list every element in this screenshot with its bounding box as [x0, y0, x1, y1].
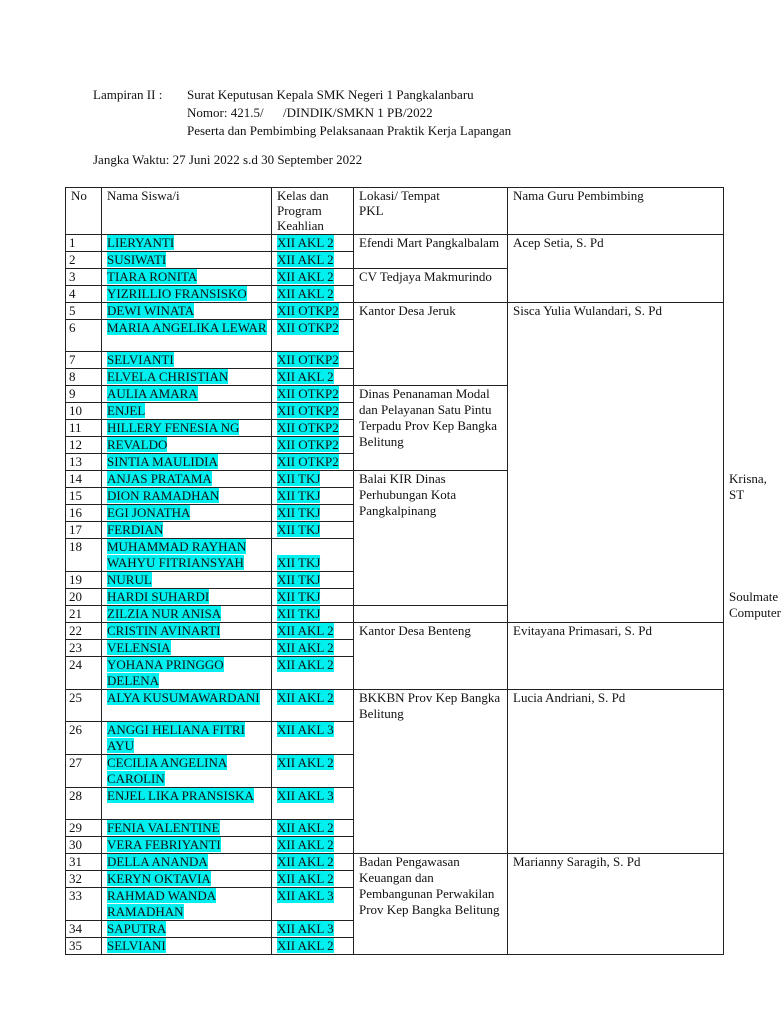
student-class: XII AKL 2 [277, 286, 334, 301]
student-class: XII TKJ [277, 555, 321, 570]
student-name: YOHANA PRINGGO DELENA [107, 657, 224, 688]
jangka-waktu: Jangka Waktu: 27 Juni 2022 s.d 30 September 2022 [93, 152, 363, 167]
table-row: 23 VELENSIA XII AKL 2 [66, 640, 724, 657]
student-class: XII OTKP2 [277, 303, 339, 318]
table-row: 17 FERDIAN XII TKJ [66, 522, 724, 539]
table-row: 24 YOHANA PRINGGO DELENA XII AKL 2 [66, 657, 724, 690]
table-row: 9 AULIA AMARA XII OTKP2 Dinas Penanaman Modal dan Pelayanan Satu Pintu Terpadu Prov Kep Bangka Belitung [66, 386, 724, 403]
guru-cell: Marianny Saragih, S. Pd [508, 854, 724, 955]
student-class: XII AKL 2 [277, 871, 334, 886]
student-name: AULIA AMARA [107, 386, 198, 401]
table-row: 16 EGI JONATHA XII TKJ [66, 505, 724, 522]
table-row: 5 DEWI WINATA XII OTKP2 Kantor Desa Jeruk Sisca Yulia Wulandari, S. Pd [66, 303, 724, 320]
guru-cell: Evitayana Primasari, S. Pd [508, 623, 724, 690]
table-row: 15 DION RAMADHAN XII TKJ [66, 488, 724, 505]
header-no: No [66, 188, 102, 235]
guru-cell: Acep Setia, S. Pd [508, 235, 724, 303]
student-name: NURUL [107, 572, 152, 587]
student-name: SUSIWATI [107, 252, 167, 267]
student-name: MUHAMMAD RAYHAN WAHYU FITRIANSYAH [107, 539, 247, 570]
header-line-2: Nomor: 421.5/ /DINDIK/SMKN 1 PB/2022 [187, 105, 433, 120]
student-class: XII AKL 2 [277, 640, 334, 655]
student-name: ANGGI HELIANA FITRI AYU [107, 722, 245, 753]
document-header [93, 86, 511, 140]
table-row: 14 ANJAS PRATAMA XII TKJ Balai KIR Dinas Perhubungan Kota Pangkalpinang Krisna, ST [66, 471, 724, 488]
student-class: XII TKJ [277, 572, 321, 587]
table-row: 8 ELVELA CHRISTIAN XII AKL 2 [66, 369, 724, 386]
student-class: XII AKL 2 [277, 252, 334, 267]
student-class: XII AKL 2 [277, 623, 334, 638]
student-class: XII AKL 3 [277, 888, 334, 903]
table-row: 28 ENJEL LIKA PRANSISKA XII AKL 3 [66, 788, 724, 820]
table-row: 13 SINTIA MAULIDIA XII OTKP2 [66, 454, 724, 471]
table-row: 10 ENJEL XII OTKP2 [66, 403, 724, 420]
student-name: HILLERY FENESIA NG [107, 420, 240, 435]
student-class: XII OTKP2 [277, 352, 339, 367]
table-row: 33 RAHMAD WANDA RAMADHAN XII AKL 3 [66, 888, 724, 921]
lokasi-cell: Kantor Desa Benteng [354, 623, 508, 690]
table-row: 12 REVALDO XII OTKP2 [66, 437, 724, 454]
student-name: DELLA ANANDA [107, 854, 208, 869]
student-name: ZILZIA NUR ANISA [107, 606, 222, 621]
student-class: XII AKL 3 [277, 788, 334, 803]
lokasi-cell: Efendi Mart Pangkalbalam [354, 235, 508, 269]
table-row: 20 HARDI SUHARDI XII TKJ Soulmate Computer [66, 589, 724, 606]
participant-table [65, 187, 781, 955]
student-name: VELENSIA [107, 640, 171, 655]
student-class: XII AKL 2 [277, 820, 334, 835]
table-row: 27 CECILIA ANGELINA CAROLIN XII AKL 2 [66, 755, 724, 788]
header-nama-siswa: Nama Siswa/i [102, 188, 272, 235]
table-row: 3 TIARA RONITA XII AKL 2 CV Tedjaya Makmurindo [66, 269, 724, 286]
guru-cell: Sisca Yulia Wulandari, S. Pd [508, 303, 724, 623]
table-row: 34 SAPUTRA XII AKL 3 [66, 921, 724, 938]
student-name: ENJEL [107, 403, 146, 418]
lokasi-cell: Dinas Penanaman Modal dan Pelayanan Satu Pintu Terpadu Prov Kep Bangka Belitung [354, 386, 508, 471]
student-class: XII OTKP2 [277, 420, 339, 435]
guru-cell: Lucia Andriani, S. Pd [508, 690, 724, 854]
student-name: ANJAS PRATAMA [107, 471, 212, 486]
student-name: VERA FEBRIYANTI [107, 837, 221, 852]
student-class: XII AKL 3 [277, 921, 334, 936]
student-class: XII TKJ [277, 522, 321, 537]
student-class: XII TKJ [277, 606, 321, 621]
student-class: XII AKL 2 [277, 690, 334, 705]
student-class: XII AKL 3 [277, 722, 334, 737]
header-line-1: Surat Keputusan Kepala SMK Negeri 1 Pangkalanbaru [187, 87, 474, 102]
header-lokasi: Lokasi/ Tempat PKL [354, 188, 508, 235]
student-class: XII OTKP2 [277, 403, 339, 418]
lokasi-cell: Kantor Desa Jeruk [354, 303, 508, 386]
table-row: 19 NURUL XII TKJ [66, 572, 724, 589]
lampiran-label: Lampiran II : [93, 87, 163, 102]
student-name: SELVIANTI [107, 352, 174, 367]
student-name: SELVIANI [107, 938, 166, 953]
student-class: XII TKJ [277, 488, 321, 503]
lokasi-cell: CV Tedjaya Makmurindo [354, 269, 508, 303]
table-row: 35 SELVIANI XII AKL 2 [66, 938, 724, 955]
student-name: SINTIA MAULIDIA [107, 454, 218, 469]
student-name: ENJEL LIKA PRANSISKA [107, 788, 254, 803]
student-name: SAPUTRA [107, 921, 167, 936]
student-name: YIZRILLIO FRANSISKO [107, 286, 247, 301]
student-name: ELVELA CHRISTIAN [107, 369, 229, 384]
student-class: XII AKL 2 [277, 755, 334, 770]
table-header-row [66, 188, 724, 235]
table-row: 4 YIZRILLIO FRANSISKO XII AKL 2 [66, 286, 724, 303]
student-name: TIARA RONITA [107, 269, 198, 284]
student-name: HARDI SUHARDI [107, 589, 210, 604]
table-row: 25 ALYA KUSUMAWARDANI XII AKL 2 BKKBN Prov Kep Bangka Belitung Lucia Andriani, S. Pd [66, 690, 724, 722]
table-row: 32 KERYN OKTAVIA XII AKL 2 [66, 871, 724, 888]
student-name: DION RAMADHAN [107, 488, 220, 503]
table-row: 6 MARIA ANGELIKA LEWAR XII OTKP2 [66, 320, 724, 352]
student-name: DEWI WINATA [107, 303, 195, 318]
table-row: 7 SELVIANTI XII OTKP2 [66, 352, 724, 369]
student-class: XII AKL 2 [277, 854, 334, 869]
student-class: XII OTKP2 [277, 437, 339, 452]
table-row: 22 CRISTIN AVINARTI XII AKL 2 Kantor Desa Benteng Evitayana Primasari, S. Pd [66, 623, 724, 640]
student-name: CRISTIN AVINARTI [107, 623, 221, 638]
student-name: ALYA KUSUMAWARDANI [107, 690, 260, 705]
table-row: 21 ZILZIA NUR ANISA XII TKJ [66, 606, 724, 623]
header-kelas: Kelas dan Program Keahlian [272, 188, 354, 235]
student-class: XII TKJ [277, 589, 321, 604]
header-line-3: Peserta dan Pembimbing Pelaksanaan Praktik Kerja Lapangan [187, 123, 512, 138]
table-row: 2 SUSIWATI XII AKL 2 [66, 252, 724, 269]
student-name: CECILIA ANGELINA CAROLIN [107, 755, 228, 786]
table-row: 1 LIERYANTI XII AKL 2 Efendi Mart Pangkalbalam Acep Setia, S. Pd [66, 235, 724, 252]
student-class: XII AKL 2 [277, 938, 334, 953]
student-name: LIERYANTI [107, 235, 175, 250]
student-class: XII TKJ [277, 505, 321, 520]
header-guru: Nama Guru Pembimbing [508, 188, 724, 235]
student-name: FENIA VALENTINE [107, 820, 220, 835]
student-name: EGI JONATHA [107, 505, 191, 520]
student-class: XII TKJ [277, 471, 321, 486]
student-class: XII OTKP2 [277, 386, 339, 401]
student-name: KERYN OKTAVIA [107, 871, 211, 886]
student-name: FERDIAN [107, 522, 164, 537]
table-row: 11 HILLERY FENESIA NG XII OTKP2 [66, 420, 724, 437]
student-class: XII OTKP2 [277, 454, 339, 469]
table-row: 31 DELLA ANANDA XII AKL 2 Badan Pengawasan Keuangan dan Pembangunan Perwakilan Prov Kep Bangka Belitung Marianny Saragih, S. Pd [66, 854, 724, 871]
student-class: XII AKL 2 [277, 657, 334, 672]
student-name: REVALDO [107, 437, 168, 452]
student-class: XII OTKP2 [277, 320, 339, 335]
student-name: RAHMAD WANDA RAMADHAN [107, 888, 217, 919]
lokasi-cell: Balai KIR Dinas Perhubungan Kota Pangkalpinang [354, 471, 508, 606]
table-row: 29 FENIA VALENTINE XII AKL 2 [66, 820, 724, 837]
student-class: XII AKL 2 [277, 269, 334, 284]
table-row: 18 MUHAMMAD RAYHAN WAHYU FITRIANSYAH XII TKJ [66, 539, 724, 572]
student-class: XII AKL 2 [277, 369, 334, 384]
lokasi-cell: BKKBN Prov Kep Bangka Belitung [354, 690, 508, 854]
lokasi-cell: Badan Pengawasan Keuangan dan Pembangunan Perwakilan Prov Kep Bangka Belitung [354, 854, 508, 955]
table-row: 30 VERA FEBRIYANTI XII AKL 2 [66, 837, 724, 854]
student-class: XII AKL 2 [277, 235, 334, 250]
student-class: XII AKL 2 [277, 837, 334, 852]
table-row: 26 ANGGI HELIANA FITRI AYU XII AKL 3 [66, 722, 724, 755]
student-name: MARIA ANGELIKA LEWAR [107, 320, 267, 335]
